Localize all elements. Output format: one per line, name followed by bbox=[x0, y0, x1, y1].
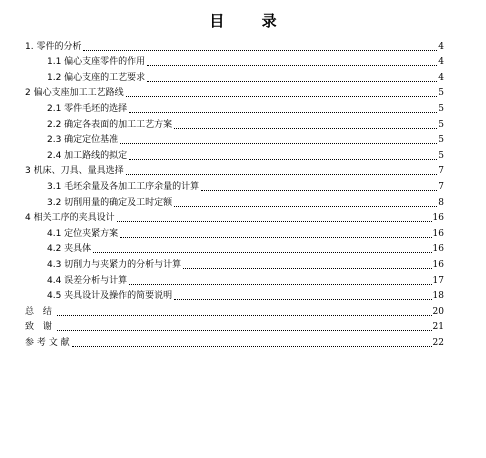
toc-entry-page: 4 bbox=[438, 57, 444, 68]
toc-entry-page: 20 bbox=[432, 306, 444, 317]
toc-entry-1-2[interactable] bbox=[25, 68, 444, 84]
toc-entry-label: 3.2 切削用量的确定及工时定额 bbox=[47, 197, 173, 208]
toc-entry-4-1[interactable] bbox=[25, 224, 444, 240]
toc-entry-page: 16 bbox=[432, 213, 444, 224]
toc-entry-label: 1.1 偏心支座零件的作用 bbox=[47, 57, 146, 68]
toc-entry-acknowledgements[interactable] bbox=[25, 318, 444, 334]
toc-entry-label: 总 结 bbox=[25, 306, 55, 317]
toc-entry-label: 2.4 加工路线的拟定 bbox=[47, 150, 128, 161]
toc-entry-page: 17 bbox=[432, 275, 444, 286]
dot-leader bbox=[57, 314, 432, 316]
toc-entry-label: 1.2 偏心支座的工艺要求 bbox=[47, 72, 146, 83]
toc-entry-label: 参 考 文 献 bbox=[25, 337, 70, 348]
toc-entry-label: 4 相关工序的夹具设计 bbox=[25, 213, 115, 224]
toc-entry-2[interactable] bbox=[25, 84, 444, 100]
dot-leader bbox=[201, 189, 437, 191]
toc-entry-page: 21 bbox=[432, 322, 444, 333]
dot-leader bbox=[120, 236, 431, 238]
toc-entry-page: 16 bbox=[432, 244, 444, 255]
toc-entry-label: 4.2 夹具体 bbox=[47, 244, 92, 255]
toc-entry-4-2[interactable] bbox=[25, 240, 444, 256]
toc-entry-label: 4.5 夹具设计及操作的简要说明 bbox=[47, 291, 173, 302]
dot-leader bbox=[120, 142, 437, 144]
toc-entry-page: 5 bbox=[438, 119, 444, 130]
dot-leader bbox=[83, 49, 437, 51]
toc-entry-2-1[interactable] bbox=[25, 99, 444, 115]
toc-entry-label: 2.2 确定各表面的加工工艺方案 bbox=[47, 119, 173, 130]
dot-leader bbox=[129, 111, 437, 113]
dot-leader bbox=[129, 158, 437, 160]
toc-title: 目 录 bbox=[209, 12, 293, 30]
toc-entry-4[interactable] bbox=[25, 209, 444, 225]
toc-entry-page: 4 bbox=[438, 41, 444, 52]
toc-entry-label: 4.3 切削力与夹紧力的分析与计算 bbox=[47, 259, 182, 270]
dot-leader bbox=[147, 64, 437, 66]
toc-entry-label: 3.1 毛坯余量及各加工工序余量的计算 bbox=[47, 181, 200, 192]
dot-leader bbox=[174, 298, 431, 300]
toc-entry-label: 2.3 确定定位基准 bbox=[47, 135, 119, 146]
toc-entry-3-2[interactable] bbox=[25, 193, 444, 209]
toc-entry-3[interactable] bbox=[25, 162, 444, 178]
toc-entry-label: 2.1 零件毛坯的选择 bbox=[47, 103, 128, 114]
toc-entry-page: 4 bbox=[438, 72, 444, 83]
toc-entry-3-1[interactable] bbox=[25, 177, 444, 193]
toc-list bbox=[25, 37, 444, 349]
dot-leader bbox=[126, 173, 438, 175]
toc-entry-page: 7 bbox=[438, 181, 444, 192]
dot-leader bbox=[126, 95, 438, 97]
toc-entry-label: 2 偏心支座加工工艺路线 bbox=[25, 88, 124, 99]
dot-leader bbox=[174, 127, 437, 129]
toc-entry-2-2[interactable] bbox=[25, 115, 444, 131]
dot-leader bbox=[72, 345, 432, 347]
toc-entry-page: 5 bbox=[438, 103, 444, 114]
toc-entry-page: 22 bbox=[432, 337, 444, 348]
toc-entry-references[interactable] bbox=[25, 333, 444, 349]
toc-entry-page: 5 bbox=[438, 88, 444, 99]
toc-entry-page: 7 bbox=[438, 166, 444, 177]
toc-entry-page: 16 bbox=[432, 259, 444, 270]
toc-entry-page: 5 bbox=[438, 135, 444, 146]
toc-entry-page: 8 bbox=[438, 197, 444, 208]
toc-entry-1-1[interactable] bbox=[25, 53, 444, 69]
dot-leader bbox=[129, 283, 431, 285]
toc-entry-label: 4.1 定位夹紧方案 bbox=[47, 228, 119, 239]
toc-entry-1[interactable] bbox=[25, 37, 444, 53]
toc-entry-page: 16 bbox=[432, 228, 444, 239]
toc-entry-label: 3 机床、刀具、量具选择 bbox=[25, 166, 124, 177]
toc-entry-summary[interactable] bbox=[25, 302, 444, 318]
toc-entry-4-3[interactable] bbox=[25, 255, 444, 271]
dot-leader bbox=[117, 220, 432, 222]
toc-entry-2-3[interactable] bbox=[25, 131, 444, 147]
dot-leader bbox=[147, 80, 437, 82]
toc-entry-label: 4.4 误差分析与计算 bbox=[47, 275, 128, 286]
toc-entry-label: 致 谢 bbox=[25, 322, 55, 333]
toc-entry-page: 5 bbox=[438, 150, 444, 161]
dot-leader bbox=[174, 205, 437, 207]
toc-entry-4-4[interactable] bbox=[25, 271, 444, 287]
dot-leader bbox=[93, 251, 431, 253]
toc-entry-4-5[interactable] bbox=[25, 287, 444, 303]
toc-entry-2-4[interactable] bbox=[25, 146, 444, 162]
dot-leader bbox=[183, 267, 431, 269]
toc-entry-page: 18 bbox=[432, 291, 444, 302]
dot-leader bbox=[57, 329, 432, 331]
toc-entry-label: 1. 零件的分析 bbox=[25, 41, 82, 52]
